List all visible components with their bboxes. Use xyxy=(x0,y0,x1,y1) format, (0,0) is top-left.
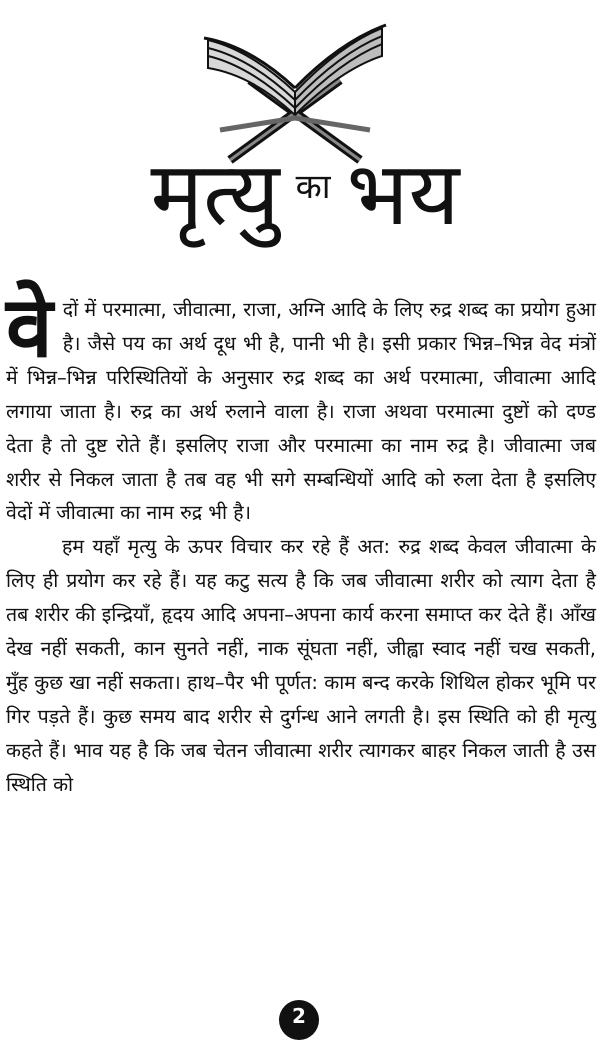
title-word-mrityu: मृत्यु xyxy=(150,142,280,245)
paragraph-1-text: दों में परमात्मा, जीवात्मा, राजा, अग्नि आदि के लिए रुद्र शब्द का प्रयोग हुआ है। जैसे पय का अर्थ दूध भी है, पानी भी है। इसी प्रकार भिन्न–भिन्न वेद मंत्रों में भिन्न–भिन्न परिस्थितियों के अनुसार रुद्र शब्द का अर्थ परमात्मा, जीवात्मा आदि लगाया जाता है। रुद्र का अर्थ रुलाने वाला है। राजा अथवा परमात्मा दुष्टों को दण्ड देता है तो दुष्ट रोते हैं। इसलिए राजा और परमात्मा का नाम रुद्र है। जीवात्मा जब शरीर से निकल जाता है तब वह भी सगे सम्बन्धियों आदि को रुला देता है इसलिए वेदों में जीवात्मा का नाम रुद्र भी है। xyxy=(6,298,596,525)
article-body xyxy=(6,277,596,993)
title-word-bhay: भय xyxy=(346,142,460,245)
paragraph-1 xyxy=(6,277,596,530)
page-title xyxy=(70,142,540,270)
paragraph-2: हम यहाँ मृत्यु के ऊपर विचार कर रहे हैं अत: रुद्र शब्द केवल जीवात्मा के लिए ही प्रयोग कर रहे हैं। यह कटु सत्य है कि जब जीवात्मा शरीर को त्याग देता है तब शरीर की इन्द्रियाँ, हृदय आदि अपना–अपना कार्य करना समाप्त कर देते हैं। आँख देख नहीं सकती, कान सुनते नहीं, नाक सूंघता नहीं, जीह्वा स्वाद नहीं चख सकती, मुँह कुछ खा नहीं सकता। हाथ–पैर भी पूर्णत: काम बन्द करके शिथिल होकर भूमि पर गिर पड़ते हैं। कुछ समय बाद शरीर से दुर्गन्ध आने लगती है। इस स्थिति को ही मृत्यु कहते हैं। भाव यह है कि जब चेतन जीवात्मा शरीर त्यागकर बाहर निकल जाती है उस स्थिति को xyxy=(6,535,596,796)
page-number-badge: 2 xyxy=(279,1000,319,1040)
title-word-ka: का xyxy=(295,167,331,207)
drop-cap: वे xyxy=(6,277,53,376)
